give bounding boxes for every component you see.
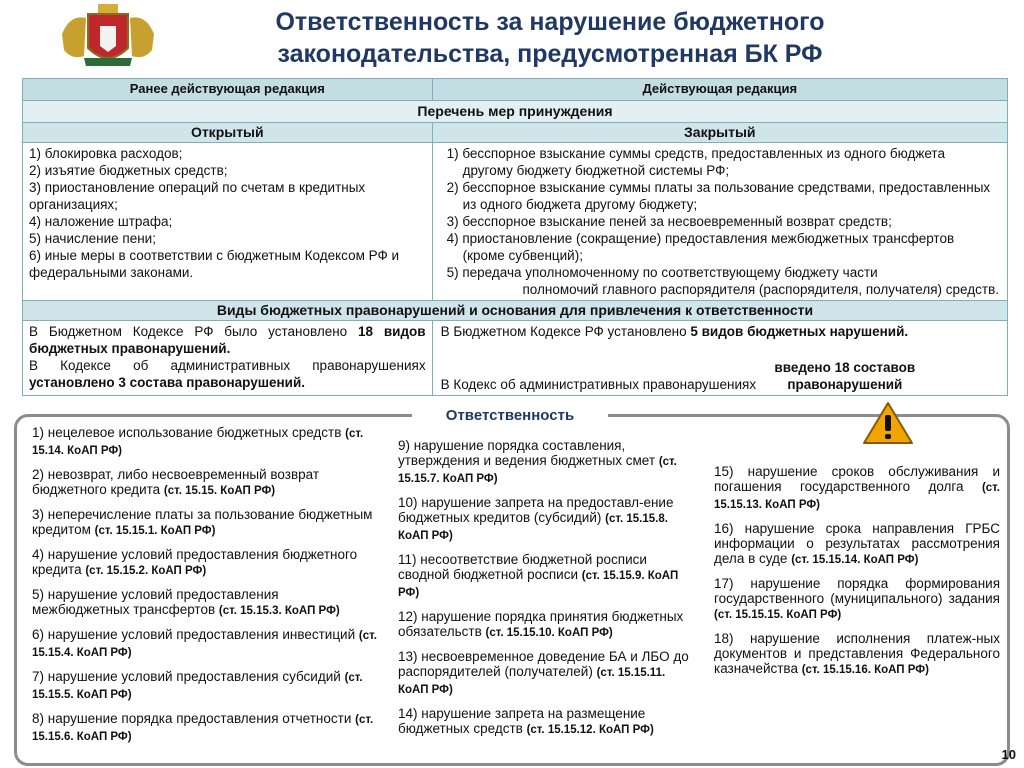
list-item: 3) бесспорное взыскание пеней за несвоевременный возврат средств; [446, 214, 892, 229]
item-text: 6) нарушение условий предоставления инвестиций [32, 627, 359, 642]
list-item: 5) передача уполномоченному по соответствующему бюджету части [446, 265, 878, 280]
article-ref: (ст. 15.15.12. КоАП РФ) [526, 724, 654, 736]
header-current-edition: Действующая редакция [432, 79, 1007, 101]
article-ref: (ст. 15.15. КоАП РФ) [163, 485, 276, 497]
responsibility-item [32, 547, 378, 579]
responsibility-column-2 [398, 438, 698, 746]
responsibility-item [32, 669, 378, 703]
warning-icon [862, 400, 914, 446]
item-text: 15) нарушение сроков обслуживания и погашения государственного долга [714, 464, 1000, 494]
violations-previous-bk [29, 323, 426, 357]
item-text: 18) нарушение исполнения платеж-ных документов и представления Федерального казначейства [714, 631, 1000, 676]
item-text: 14) нарушение запрета на размещение бюджетных средств [398, 706, 646, 736]
section-violation-types: Виды бюджетных правонарушений и основания для привлечения к ответственности [23, 301, 1008, 321]
article-ref: (ст. 15.15.13. КоАП РФ) [714, 482, 1000, 511]
article-ref: (ст. 15.15.6. КоАП РФ) [32, 714, 374, 743]
list-item: 5) начисление пени; [29, 231, 156, 246]
article-ref: (ст. 15.15.5. КоАП РФ) [32, 672, 363, 701]
section-coercion-measures: Перечень мер принуждения [23, 101, 1008, 123]
article-ref: (ст. 15.15.9. КоАП РФ) [398, 570, 679, 599]
responsibility-item [32, 711, 378, 745]
item-text: 8) нарушение порядка предоставления отчетности [32, 711, 356, 726]
text-span: В Бюджетном Кодексе РФ установлено [440, 324, 691, 339]
list-item: 4) наложение штрафа; [29, 214, 173, 229]
responsibility-title: Ответственность [412, 406, 608, 426]
article-ref: (ст. 15.14. КоАП РФ) [32, 428, 364, 457]
item-text: 12) нарушение порядка принятия бюджетных обязательств [398, 609, 684, 639]
open-measures-list [23, 143, 433, 301]
responsibility-item [714, 464, 1000, 513]
responsibility-item [714, 631, 1000, 678]
text-span: В Бюджетном Кодексе РФ было установлено [29, 324, 359, 339]
responsibility-item [32, 507, 378, 539]
item-text: 17) нарушение порядка формирования государственного (муниципального) задания [714, 576, 1000, 606]
item-text: 9) нарушение порядка составления, утверждения и ведения бюджетных смет [398, 438, 659, 468]
item-text: 2) невозврат, либо несвоевременный возврат бюджетного кредита [32, 467, 320, 497]
responsibility-item [398, 495, 698, 544]
violations-current [432, 321, 1007, 396]
list-item: 4) приостановление (сокращение) предоставления межбюджетных трансфертов (кроме субвенций); [446, 231, 955, 263]
responsibility-column-3 [714, 464, 1000, 686]
bold-span: введено 18 составов правонарушений [774, 360, 916, 392]
responsibility-item [398, 649, 698, 698]
item-text: 16) нарушение срока направления ГРБС информации о результатах рассмотрения дела в суде [714, 521, 1000, 566]
article-ref: (ст. 15.15.3. КоАП РФ) [218, 605, 340, 617]
article-ref: (ст. 15.15.11. КоАП РФ) [398, 667, 666, 696]
bold-span: 5 видов бюджетных нарушений. [690, 324, 909, 339]
subheader-closed: Закрытый [432, 123, 1007, 143]
responsibility-item [398, 609, 698, 641]
bold-span: установлено 3 состава правонарушений. [29, 375, 305, 390]
subheader-open: Открытый [23, 123, 433, 143]
list-item: полномочий главного распорядителя (распорядителя, получателя) средств. [522, 282, 999, 297]
list-item: 6) иные меры в соответствии с бюджетным Кодексом РФ и федеральными законами. [29, 248, 400, 280]
page-title [200, 6, 900, 70]
responsibility-item [398, 706, 698, 738]
header-previous-edition: Ранее действующая редакция [23, 79, 433, 101]
item-text: 5) нарушение условий предоставления межбюджетных трансфертов [32, 587, 279, 617]
article-ref: (ст. 15.15.7. КоАП РФ) [398, 456, 677, 485]
item-text: 11) несоответствие бюджетной росписи сводной бюджетной росписи [398, 552, 647, 582]
item-text: 3) неперечисление платы за пользование бюджетным кредитом [32, 507, 373, 537]
article-ref: (ст. 15.15.4. КоАП РФ) [32, 630, 377, 659]
item-text: 7) нарушение условий предоставления субсидий [32, 669, 345, 684]
bold-span: 18 видов бюджетных правонарушений. [29, 324, 426, 356]
article-ref: (ст. 15.15.1. КоАП РФ) [94, 525, 216, 537]
item-text: 13) несвоевременное доведение БА и ЛБО до распорядителей (получателей) [398, 649, 689, 679]
responsibility-item [398, 438, 698, 487]
violations-previous [23, 321, 433, 396]
responsibility-item [32, 425, 378, 459]
item-text: 4) нарушение условий предоставления бюджетного кредита [32, 547, 358, 577]
list-item: 2) бесспорное взыскание суммы платы за пользование средствами, предоставленных из одного бюджета другому бюджету; [446, 180, 991, 212]
violations-previous-koap [29, 357, 426, 391]
list-item: 3) приостановление операций по счетам в кредитных организациях; [29, 180, 366, 212]
responsibility-item [32, 587, 378, 619]
list-item: 2) изъятие бюджетных средств; [29, 163, 228, 178]
list-item: 1) бесспорное взыскание суммы средств, предоставленных из одного бюджета другому бюджету бюджетной системы РФ; [446, 146, 945, 178]
item-text: 1) нецелевое использование бюджетных средств [32, 425, 346, 440]
responsibility-item [32, 467, 378, 499]
violations-current-bk [441, 323, 999, 340]
responsibility-item [714, 521, 1000, 568]
comparison-table [22, 78, 1008, 396]
text-span: В Кодекс об административных правонарушениях [440, 377, 760, 392]
article-ref: (ст. 15.15.8. КоАП РФ) [398, 513, 668, 542]
title-line-2: законодательства, предусмотренная БК РФ [277, 40, 823, 68]
article-ref: (ст. 15.15.16. КоАП РФ) [801, 664, 929, 676]
coat-of-arms-icon [60, 4, 156, 70]
title-line-1: Ответственность за нарушение бюджетного [275, 8, 825, 36]
article-ref: (ст. 15.15.2. КоАП РФ) [85, 565, 207, 577]
responsibility-item [714, 576, 1000, 623]
article-ref: (ст. 15.15.15. КоАП РФ) [714, 609, 842, 621]
list-item: 1) блокировка расходов; [29, 146, 183, 161]
closed-measures-list [432, 143, 1007, 301]
responsibility-item [398, 552, 698, 601]
responsibility-column-1 [32, 425, 378, 753]
responsibility-item [32, 627, 378, 661]
article-ref: (ст. 15.15.14. КоАП РФ) [791, 554, 919, 566]
violations-current-koap [441, 359, 999, 393]
page-number: 10 [1001, 747, 1016, 762]
article-ref: (ст. 15.15.10. КоАП РФ) [485, 627, 613, 639]
item-text: 10) нарушение запрета на предоставл-ение бюджетных кредитов (субсидий) [398, 495, 674, 525]
text-span: В Кодексе об административных правонарушениях [29, 358, 426, 373]
